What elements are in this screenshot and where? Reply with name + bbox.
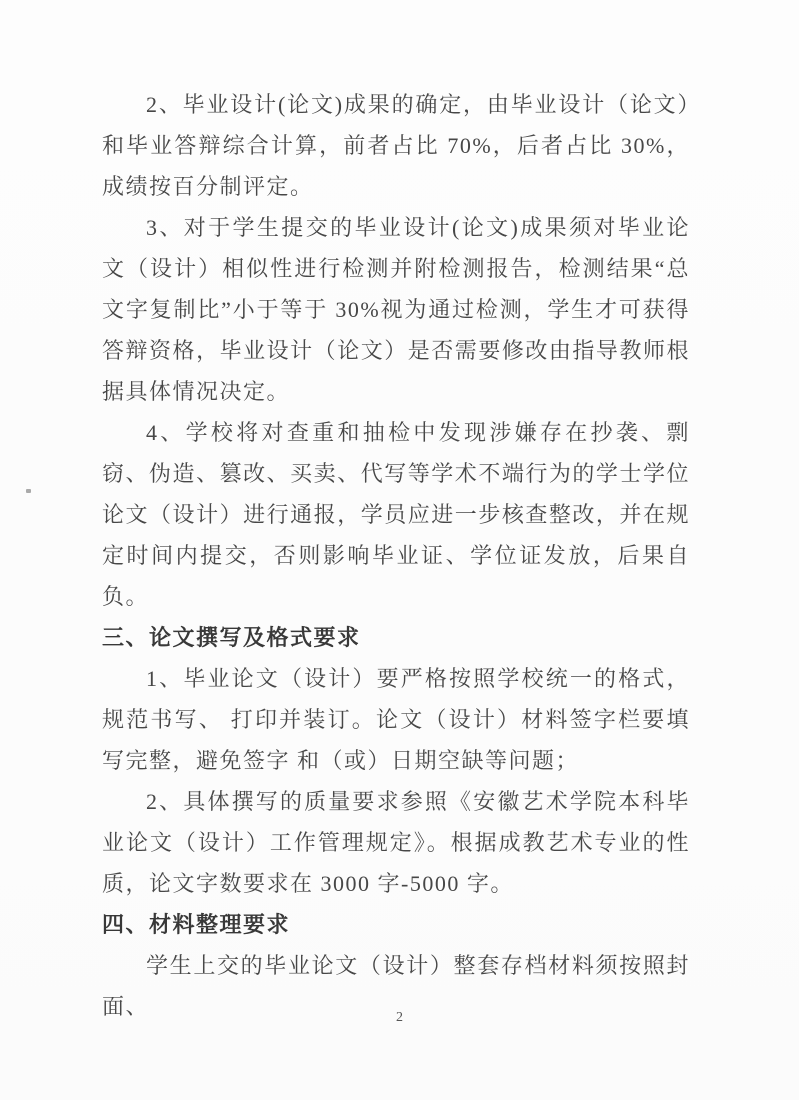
paragraph-archive-materials: 学生上交的毕业论文（设计）整套存档材料须按照封面、 — [102, 953, 690, 1019]
paragraph-quality-wordcount: 2、具体撰写的质量要求参照《安徽艺术学院本科毕业论文（设计）工作管理规定》。根据成教艺术专业的性质，论文字数要求在 3000 字-5000 字。 — [102, 789, 690, 896]
paragraph-similarity-check: 3、对于学生提交的毕业设计(论文)成果须对毕业论文（设计）相似性进行检测并附检测报告，检测结果“总文字复制比”小于等于 30%视为通过检测，学生才可获得答辩资格，毕业设计（论文）是否需要修改由指导教师根据具体情况决定。 — [102, 215, 690, 404]
scan-smudge-artifact — [26, 489, 31, 493]
paragraph-grade-calculation: 2、毕业设计(论文)成果的确定，由毕业设计（论文）和毕业答辩综合计算，前者占比 70%，后者占比 30%，成绩按百分制评定。 — [102, 92, 690, 199]
section-heading-writing-format: 三、论文撰写及格式要求 — [102, 625, 361, 650]
page-number: 2 — [396, 1010, 403, 1025]
paragraph-academic-misconduct: 4、学校将对查重和抽检中发现涉嫌存在抄袭、剽窃、伪造、篡改、买卖、代写等学术不端行为的学士学位论文（设计）进行通报，学员应进一步核查整改，并在规定时间内提交，否则影响毕业证、学位证发放，后果自负。 — [102, 420, 690, 609]
paragraph-format-requirement: 1、毕业论文（设计）要严格按照学校统一的格式，规范书写、 打印并装订。论文（设计）材料签字栏要填写完整，避免签字 和（或）日期空缺等问题； — [102, 666, 690, 773]
document-body — [102, 84, 690, 1027]
section-heading-material-organization: 四、材料整理要求 — [102, 912, 291, 937]
